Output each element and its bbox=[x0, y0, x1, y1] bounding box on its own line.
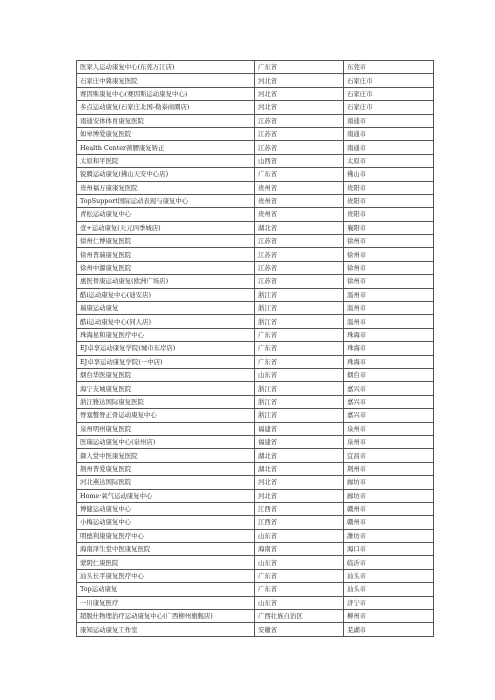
city-cell: 温州市 bbox=[344, 315, 434, 328]
city-cell: 廊坊市 bbox=[344, 476, 434, 489]
facility-name-cell: 小梅运动康复中心 bbox=[77, 516, 255, 529]
city-cell: 徐州市 bbox=[344, 261, 434, 274]
facility-name-cell: 汕头长平康复医疗中心 bbox=[77, 569, 255, 582]
table-row bbox=[77, 596, 434, 609]
table-row bbox=[77, 87, 434, 100]
facility-name-cell: 贵州福万康康复医院 bbox=[77, 181, 255, 194]
facility-name-cell: 烟台华医康复医院 bbox=[77, 368, 255, 381]
facility-name-cell: 珠海星和康复医疗中心 bbox=[77, 328, 255, 341]
province-cell: 山东省 bbox=[255, 596, 344, 609]
table-row bbox=[77, 489, 434, 502]
province-cell: 广东省 bbox=[255, 342, 344, 355]
facility-name-cell: 壹+运动康复(天元四季城店) bbox=[77, 221, 255, 234]
province-cell: 江西省 bbox=[255, 516, 344, 529]
city-cell: 烟台市 bbox=[344, 368, 434, 381]
facility-name-cell: 惠医骨康运动康复(欧洲广场店) bbox=[77, 275, 255, 288]
city-cell: 太原市 bbox=[344, 154, 434, 167]
city-cell: 汕头市 bbox=[344, 583, 434, 596]
city-cell: 柳州市 bbox=[344, 610, 434, 623]
province-cell: 江苏省 bbox=[255, 141, 344, 154]
table-row bbox=[77, 502, 434, 515]
table-row bbox=[77, 395, 434, 408]
city-cell: 温州市 bbox=[344, 288, 434, 301]
province-cell: 江苏省 bbox=[255, 114, 344, 127]
city-cell: 襄阳市 bbox=[344, 221, 434, 234]
city-cell: 廊坊市 bbox=[344, 489, 434, 502]
province-cell: 广东省 bbox=[255, 583, 344, 596]
table-row bbox=[77, 623, 434, 636]
city-cell: 荆州市 bbox=[344, 462, 434, 475]
table-row bbox=[77, 382, 434, 395]
table-row bbox=[77, 61, 434, 74]
table-row bbox=[77, 194, 434, 207]
table-row bbox=[77, 168, 434, 181]
facility-name-cell: 蒙阴仁康医院 bbox=[77, 556, 255, 569]
table-row bbox=[77, 449, 434, 462]
table-row bbox=[77, 235, 434, 248]
city-cell: 嘉兴市 bbox=[344, 409, 434, 422]
province-cell: 福建省 bbox=[255, 435, 344, 448]
city-cell: 济宁市 bbox=[344, 596, 434, 609]
facility-name-cell: 一川康复医疗 bbox=[77, 596, 255, 609]
table-row bbox=[77, 422, 434, 435]
facility-name-cell: 康知运动康复工作室 bbox=[77, 623, 255, 636]
province-cell: 山东省 bbox=[255, 556, 344, 569]
table-row bbox=[77, 275, 434, 288]
rehab-center-table bbox=[76, 60, 434, 637]
province-cell: 广东省 bbox=[255, 168, 344, 181]
province-cell: 海南省 bbox=[255, 543, 344, 556]
table-row bbox=[77, 248, 434, 261]
province-cell: 河北省 bbox=[255, 489, 344, 502]
facility-name-cell: 荆州普爱康复医院 bbox=[77, 462, 255, 475]
table-row bbox=[77, 288, 434, 301]
province-cell: 江西省 bbox=[255, 502, 344, 515]
table-row bbox=[77, 476, 434, 489]
province-cell: 广东省 bbox=[255, 61, 344, 74]
city-cell: 石家庄市 bbox=[344, 74, 434, 87]
province-cell: 贵州省 bbox=[255, 208, 344, 221]
facility-name-cell: 河北燕达国际医院 bbox=[77, 476, 255, 489]
facility-name-cell: 海南泽生堂中医康复医院 bbox=[77, 543, 255, 556]
province-cell: 广东省 bbox=[255, 569, 344, 582]
city-cell: 温州市 bbox=[344, 302, 434, 315]
province-cell: 河北省 bbox=[255, 87, 344, 100]
facility-name-cell: 多点运动康复(石家庄北国-勒泰商圈店) bbox=[77, 101, 255, 114]
table-row bbox=[77, 181, 434, 194]
city-cell: 珠海市 bbox=[344, 328, 434, 341]
facility-name-cell: 超脱仕物理治疗运动康复中心(广西柳州旗舰店) bbox=[77, 610, 255, 623]
table-row bbox=[77, 610, 434, 623]
province-cell: 河北省 bbox=[255, 476, 344, 489]
facility-name-cell: 博健运动康复中心 bbox=[77, 502, 255, 515]
city-cell: 石家庄市 bbox=[344, 87, 434, 100]
table-row bbox=[77, 368, 434, 381]
province-cell: 浙江省 bbox=[255, 315, 344, 328]
table-row bbox=[77, 583, 434, 596]
facility-name-cell: 如皋博爱康复医院 bbox=[77, 127, 255, 140]
city-cell: 南通市 bbox=[344, 127, 434, 140]
province-cell: 江苏省 bbox=[255, 275, 344, 288]
facility-name-cell: 锐腾运动康复(佛山天安中心店) bbox=[77, 168, 255, 181]
facility-name-cell: 酷i运动康复中心(同人店) bbox=[77, 315, 255, 328]
city-cell: 泉州市 bbox=[344, 435, 434, 448]
facility-name-cell: 徐州普瑞康复医院 bbox=[77, 248, 255, 261]
facility-name-cell: 海宁友城康复医院 bbox=[77, 382, 255, 395]
facility-name-cell: EJ卓享运动康复学院(城市东岸店) bbox=[77, 342, 255, 355]
province-cell: 福建省 bbox=[255, 422, 344, 435]
document-page bbox=[76, 60, 433, 637]
facility-name-cell: Top运动康复 bbox=[77, 583, 255, 596]
city-cell: 南通市 bbox=[344, 141, 434, 154]
table-row bbox=[77, 127, 434, 140]
province-cell: 湖北省 bbox=[255, 462, 344, 475]
city-cell: 徐州市 bbox=[344, 248, 434, 261]
table-row bbox=[77, 315, 434, 328]
facility-name-cell: 赛因斯康复中心(赛因斯运动康复中心) bbox=[77, 87, 255, 100]
facility-name-cell: EJ卓享运动康复学院(一中店) bbox=[77, 355, 255, 368]
city-cell: 徐州市 bbox=[344, 275, 434, 288]
table-row bbox=[77, 328, 434, 341]
city-cell: 赣州市 bbox=[344, 502, 434, 515]
table-row bbox=[77, 114, 434, 127]
city-cell: 贵阳市 bbox=[344, 194, 434, 207]
city-cell: 海口市 bbox=[344, 543, 434, 556]
city-cell: 贵阳市 bbox=[344, 208, 434, 221]
city-cell: 贵阳市 bbox=[344, 181, 434, 194]
facility-name-cell: 医家人运动康复中心(东莞万江店) bbox=[77, 61, 255, 74]
city-cell: 嘉兴市 bbox=[344, 382, 434, 395]
table-row bbox=[77, 516, 434, 529]
facility-name-cell: 御人堂中医康复医院 bbox=[77, 449, 255, 462]
facility-name-cell: 南通安体体育康复医院 bbox=[77, 114, 255, 127]
province-cell: 浙江省 bbox=[255, 302, 344, 315]
facility-name-cell: 酷i运动康复中心(迪安店) bbox=[77, 288, 255, 301]
province-cell: 山东省 bbox=[255, 368, 344, 381]
province-cell: 河北省 bbox=[255, 101, 344, 114]
city-cell: 汕头市 bbox=[344, 569, 434, 582]
table-row bbox=[77, 221, 434, 234]
table-row bbox=[77, 74, 434, 87]
table-row bbox=[77, 342, 434, 355]
city-cell: 泉州市 bbox=[344, 422, 434, 435]
province-cell: 浙江省 bbox=[255, 288, 344, 301]
province-cell: 湖北省 bbox=[255, 221, 344, 234]
province-cell: 江苏省 bbox=[255, 248, 344, 261]
table-body bbox=[77, 61, 434, 637]
province-cell: 浙江省 bbox=[255, 409, 344, 422]
facility-name-cell: 浙江雅达国际康复医院 bbox=[77, 395, 255, 408]
province-cell: 江苏省 bbox=[255, 261, 344, 274]
province-cell: 广东省 bbox=[255, 355, 344, 368]
province-cell: 江苏省 bbox=[255, 235, 344, 248]
table-row bbox=[77, 302, 434, 315]
city-cell: 珠海市 bbox=[344, 342, 434, 355]
table-row bbox=[77, 355, 434, 368]
province-cell: 浙江省 bbox=[255, 382, 344, 395]
facility-name-cell: 医瑞运动康复中心(泉州店) bbox=[77, 435, 255, 448]
table-row bbox=[77, 543, 434, 556]
facility-name-cell: 泉州明州康复医院 bbox=[77, 422, 255, 435]
facility-name-cell: 脊塞整脊正骨运动康复中心 bbox=[77, 409, 255, 422]
table-row bbox=[77, 141, 434, 154]
city-cell: 嘉兴市 bbox=[344, 395, 434, 408]
facility-name-cell: 瑞康运动康复 bbox=[77, 302, 255, 315]
province-cell: 江苏省 bbox=[255, 127, 344, 140]
city-cell: 珠海市 bbox=[344, 355, 434, 368]
city-cell: 赣州市 bbox=[344, 516, 434, 529]
facility-name-cell: 太原和平医院 bbox=[77, 154, 255, 167]
facility-name-cell: TopSupport国际运动表现与康复中心 bbox=[77, 194, 255, 207]
city-cell: 东莞市 bbox=[344, 61, 434, 74]
facility-name-cell: 明德利康康复医疗中心 bbox=[77, 529, 255, 542]
province-cell: 广西壮族自治区 bbox=[255, 610, 344, 623]
table-row bbox=[77, 556, 434, 569]
city-cell: 潍坊市 bbox=[344, 529, 434, 542]
province-cell: 山东省 bbox=[255, 529, 344, 542]
facility-name-cell: 石家庄中冀康复医院 bbox=[77, 74, 255, 87]
province-cell: 安徽省 bbox=[255, 623, 344, 636]
province-cell: 贵州省 bbox=[255, 194, 344, 207]
table-row bbox=[77, 529, 434, 542]
city-cell: 石家庄市 bbox=[344, 101, 434, 114]
province-cell: 贵州省 bbox=[255, 181, 344, 194]
province-cell: 河北省 bbox=[255, 74, 344, 87]
province-cell: 湖北省 bbox=[255, 449, 344, 462]
facility-name-cell: 徐州仁博康复医院 bbox=[77, 235, 255, 248]
facility-name-cell: Home·氧气运动康复中心 bbox=[77, 489, 255, 502]
city-cell: 芜湖市 bbox=[344, 623, 434, 636]
province-cell: 浙江省 bbox=[255, 395, 344, 408]
table-row bbox=[77, 101, 434, 114]
table-row bbox=[77, 208, 434, 221]
facility-name-cell: 徐州中源康复医院 bbox=[77, 261, 255, 274]
facility-name-cell: Health Center颈腰康复矫正 bbox=[77, 141, 255, 154]
table-row bbox=[77, 154, 434, 167]
province-cell: 广东省 bbox=[255, 328, 344, 341]
city-cell: 徐州市 bbox=[344, 235, 434, 248]
table-row bbox=[77, 435, 434, 448]
facility-name-cell: 青松运动康复中心 bbox=[77, 208, 255, 221]
table-row bbox=[77, 462, 434, 475]
city-cell: 南通市 bbox=[344, 114, 434, 127]
city-cell: 佛山市 bbox=[344, 168, 434, 181]
city-cell: 宜昌市 bbox=[344, 449, 434, 462]
city-cell: 临沂市 bbox=[344, 556, 434, 569]
table-row bbox=[77, 261, 434, 274]
table-row bbox=[77, 409, 434, 422]
table-row bbox=[77, 569, 434, 582]
province-cell: 山西省 bbox=[255, 154, 344, 167]
